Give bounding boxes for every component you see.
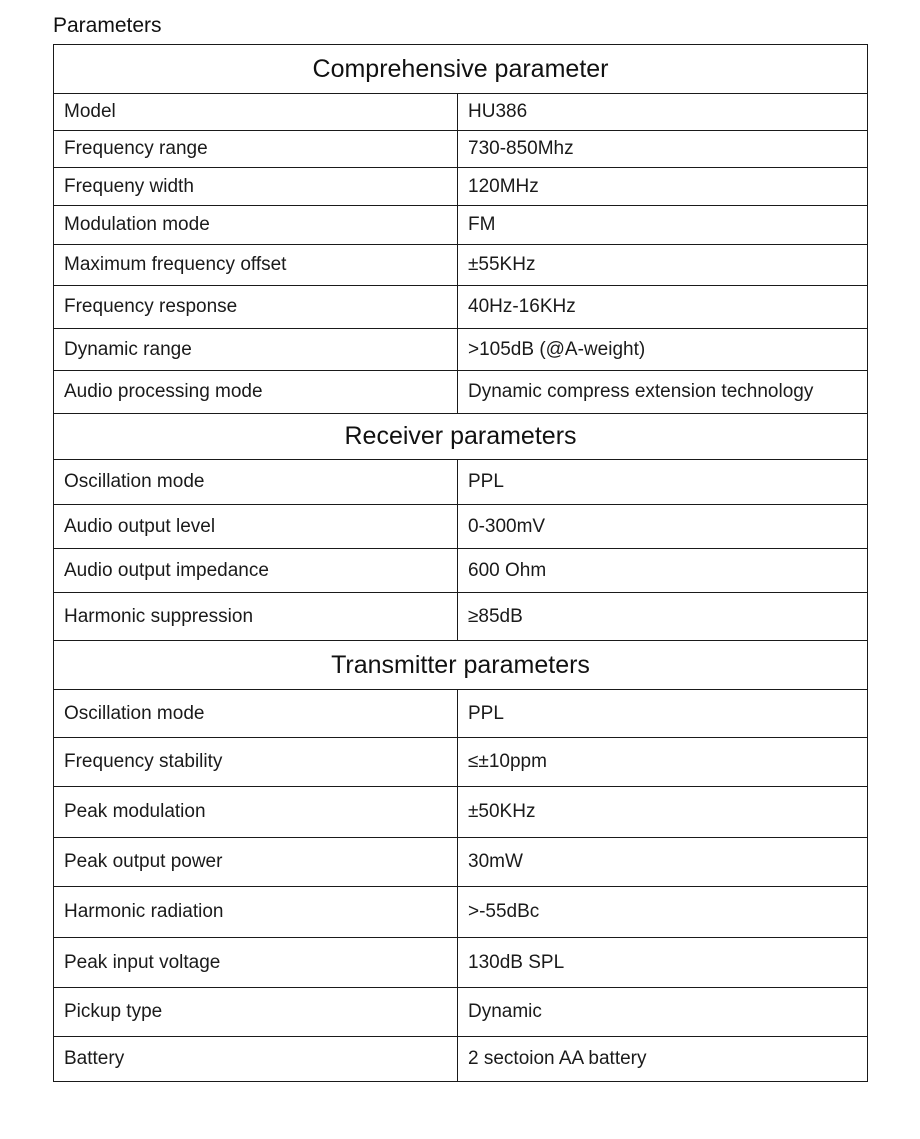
param-label: Peak output power [54,838,458,887]
param-value: FM [458,206,868,245]
section-header-row [54,641,868,690]
param-value: Dynamic [458,988,868,1037]
table-row [54,593,868,641]
param-value: 600 Ohm [458,549,868,593]
param-label: Dynamic range [54,329,458,371]
param-value: ±50KHz [458,787,868,838]
param-label: Audio processing mode [54,371,458,414]
param-label: Modulation mode [54,206,458,245]
param-value: >-55dBc [458,887,868,938]
parameters-table [53,44,868,1082]
param-label: Frequency response [54,286,458,329]
param-value: ±55KHz [458,245,868,286]
table-row [54,245,868,286]
table-row [54,286,868,329]
table-row [54,168,868,206]
param-label: Oscillation mode [54,460,458,505]
param-value: 30mW [458,838,868,887]
param-value: ≥85dB [458,593,868,641]
param-label: Audio output impedance [54,549,458,593]
param-label: Frequeny width [54,168,458,206]
param-value: PPL [458,690,868,738]
table-row [54,505,868,549]
table-row [54,887,868,938]
param-value: 120MHz [458,168,868,206]
param-value: 730-850Mhz [458,131,868,168]
param-label: Battery [54,1037,458,1082]
param-value: 130dB SPL [458,938,868,988]
table-row [54,1037,868,1082]
param-value: 40Hz-16KHz [458,286,868,329]
param-label: Harmonic radiation [54,887,458,938]
param-value: HU386 [458,94,868,131]
table-row [54,329,868,371]
param-value: >105dB (@A-weight) [458,329,868,371]
param-value: 0-300mV [458,505,868,549]
section-title-comprehensive: Comprehensive parameter [54,45,868,94]
table-row [54,738,868,787]
table-row [54,460,868,505]
param-label: Peak input voltage [54,938,458,988]
table-row [54,94,868,131]
param-value: PPL [458,460,868,505]
param-label: Model [54,94,458,131]
table-row [54,988,868,1037]
table-row [54,690,868,738]
param-label: Frequency stability [54,738,458,787]
param-label: Pickup type [54,988,458,1037]
param-label: Peak modulation [54,787,458,838]
param-value: Dynamic compress extension technology [458,371,868,414]
table-row [54,206,868,245]
param-label: Frequency range [54,131,458,168]
page-title: Parameters [53,14,162,37]
table-row [54,787,868,838]
param-value: 2 sectoion AA battery [458,1037,868,1082]
table-row [54,549,868,593]
param-label: Audio output level [54,505,458,549]
table-row [54,938,868,988]
section-header-row [54,45,868,94]
table-row [54,131,868,168]
param-value: ≤±10ppm [458,738,868,787]
section-header-row [54,414,868,460]
table-row [54,838,868,887]
section-title-transmitter: Transmitter parameters [54,641,868,690]
section-title-receiver: Receiver parameters [54,414,868,460]
param-label: Maximum frequency offset [54,245,458,286]
table-row [54,371,868,414]
param-label: Oscillation mode [54,690,458,738]
param-label: Harmonic suppression [54,593,458,641]
